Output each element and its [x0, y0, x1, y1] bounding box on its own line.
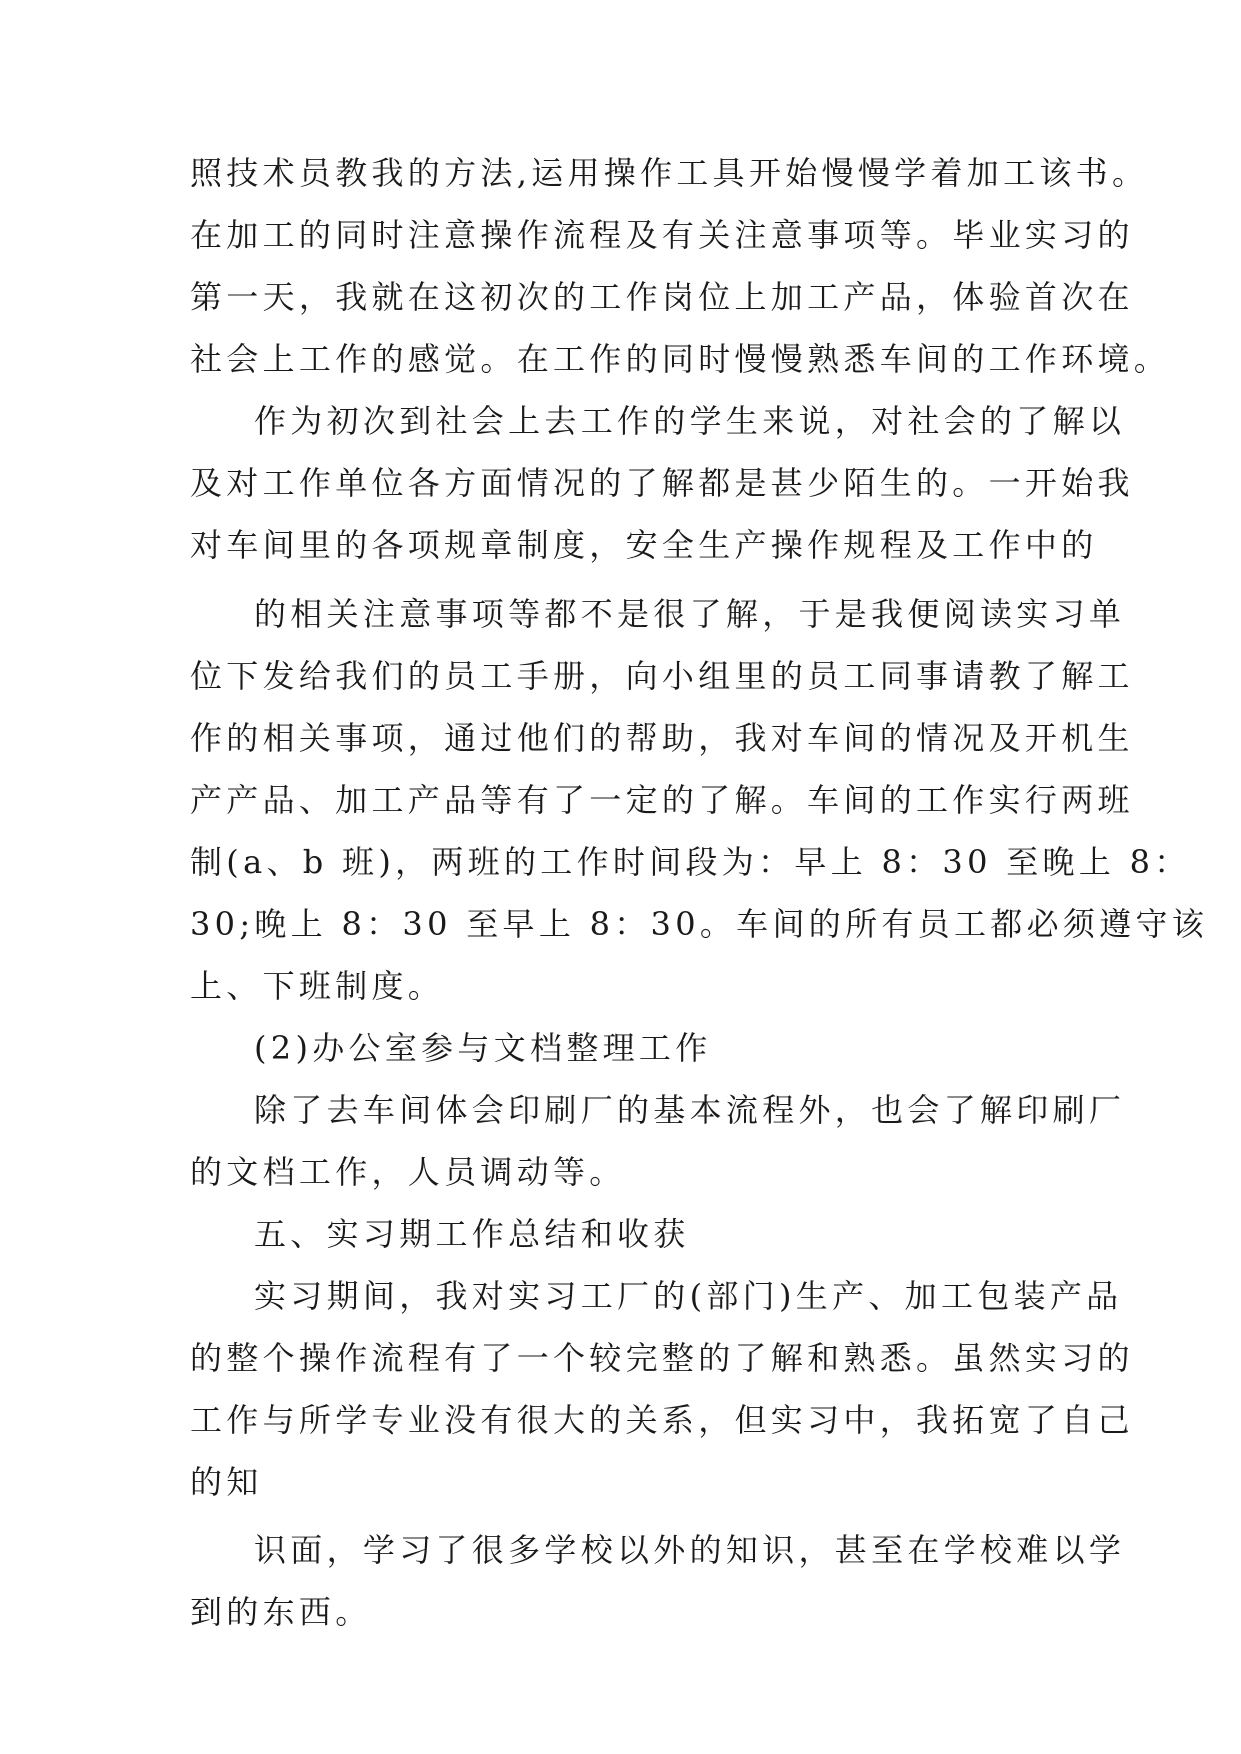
text-line: 社会上工作的感觉。在工作的同时慢慢熟悉车间的工作环境。	[190, 340, 1171, 378]
paragraph-first-line: 除了去车间体会印刷厂的基本流程外，也会了解印刷厂	[254, 1091, 1126, 1129]
paragraph-first-line: 的相关注意事项等都不是很了解，于是我便阅读实习单	[254, 595, 1126, 633]
text-line: 产产品、加工产品等有了一定的了解。车间的工作实行两班	[190, 781, 1134, 819]
paragraph-first-line: 识面，学习了很多学校以外的知识，甚至在学校难以学	[254, 1531, 1126, 1569]
text-line: 第一天，我就在这初次的工作岗位上加工产品，体验首次在	[190, 278, 1134, 316]
paragraph-first-line: 实习期间，我对实习工厂的(部门)生产、加工包装产品	[254, 1277, 1123, 1315]
text-line: 及对工作单位各方面情况的了解都是甚少陌生的。一开始我	[190, 464, 1134, 502]
text-line: 的文档工作，人员调动等。	[190, 1153, 626, 1191]
text-line: 对车间里的各项规章制度，安全生产操作规程及工作中的	[190, 526, 1098, 564]
section-heading: (2)办公室参与文档整理工作	[254, 1029, 712, 1067]
text-line: 在加工的同时注意操作流程及有关注意事项等。毕业实习的	[190, 216, 1134, 254]
paragraph-first-line: 作为初次到社会上去工作的学生来说，对社会的了解以	[254, 402, 1126, 440]
text-line: 到的东西。	[190, 1593, 372, 1631]
section-heading: 五、实习期工作总结和收获	[254, 1215, 690, 1253]
text-line: 30;晚上 8：30 至早上 8：30。车间的所有员工都必须遵守该	[190, 905, 1209, 943]
text-line: 的整个操作流程有了一个较完整的了解和熟悉。虽然实习的	[190, 1339, 1134, 1377]
text-line: 制(a、b 班)，两班的工作时间段为：早上 8：30 至晚上 8：	[190, 843, 1191, 881]
text-line: 上、下班制度。	[190, 967, 445, 1005]
text-line: 位下发给我们的员工手册，向小组里的员工同事请教了解工	[190, 657, 1134, 695]
text-line: 照技术员教我的方法,运用操作工具开始慢慢学着加工该书。	[190, 154, 1149, 192]
text-line: 工作与所学专业没有很大的关系，但实习中，我拓宽了自己	[190, 1401, 1134, 1439]
text-line: 作的相关事项，通过他们的帮助，我对车间的情况及开机生	[190, 719, 1134, 757]
text-line: 的知	[190, 1463, 263, 1501]
